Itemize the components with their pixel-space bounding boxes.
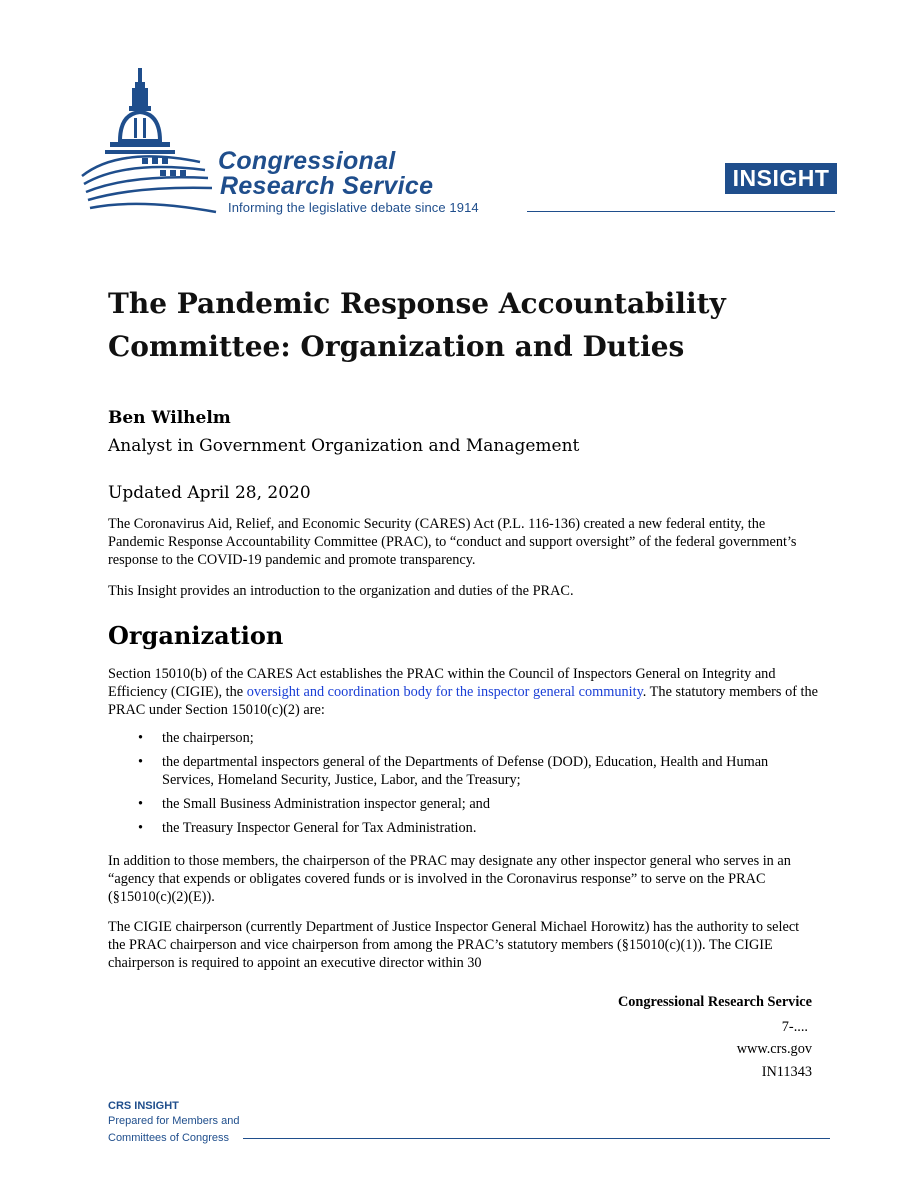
org-name-line2: Research Service <box>220 172 434 200</box>
tagline-rule <box>527 211 835 212</box>
section-paragraph-1 <box>108 665 820 719</box>
footer-org: Congressional Research Service <box>617 994 812 1010</box>
section-text-1a: Section 15010(b) of the CARES Act establishes the PRAC within the Council of Inspectors General on Integrity and Efficiency (CIGIE), the <box>108 666 776 700</box>
bullet-icon: • <box>138 754 144 770</box>
footer-url[interactable]: www.crs.gov <box>736 1041 812 1057</box>
section-paragraph-2 <box>108 852 820 906</box>
prepared-line2: Committees of Congress <box>108 1132 230 1144</box>
page-title-line1: The Pandemic Response Accountability <box>108 287 726 320</box>
bullet-icon: • <box>138 820 144 836</box>
section-text-1b: . The statutory members of the PRAC under Section 15010(c)(2) are: <box>108 684 819 718</box>
intro-paragraph-2 <box>108 582 820 600</box>
list-item <box>108 753 820 789</box>
prepared-line1: Prepared for Members and <box>108 1115 240 1127</box>
org-name-line1: Congressional <box>218 147 396 175</box>
intro-paragraph-1 <box>108 515 820 569</box>
footer-id: IN11343 <box>761 1064 812 1080</box>
crs-insight-label: CRS INSIGHT <box>108 1100 179 1112</box>
list-item-text: the departmental inspectors general of the Departments of Defense (DOD), Education, Health and Human Services, Homeland Security, Justice, Labor, and the Treasury; <box>162 754 769 788</box>
section-text-2: In addition to those members, the chairperson of the PRAC may designate any other inspector general who serves in an “agency that expends or obligates covered funds or is involved in the Coronavirus response” to serve on the PRAC (§15010(c)(2)(E)). <box>108 853 791 905</box>
section-heading: Organization <box>108 621 284 650</box>
list-item-text: the Small Business Administration inspector general; and <box>162 796 490 812</box>
insight-badge: INSIGHT <box>725 163 837 194</box>
intro-text-2: This Insight provides an introduction to the organization and duties of the PRAC. <box>108 583 574 599</box>
page-title-line2: Committee: Organization and Duties <box>108 330 685 363</box>
list-item-text: the chairperson; <box>162 730 254 746</box>
page-title <box>108 282 828 368</box>
list-item <box>108 795 820 813</box>
section-paragraph-3 <box>108 918 820 972</box>
member-list <box>108 729 820 843</box>
org-tagline: Informing the legislative debate since 1914 <box>228 200 479 215</box>
section-text-3: The CIGIE chairperson (currently Department of Justice Inspector General Michael Horowitz) has the authority to select the PRAC chairperson and vice chairperson from among the PRAC’s statutory members (§15010(c)(1)). The CIGIE chairperson is required to appoint an executive director within 30 <box>108 919 800 971</box>
footer-code: 7-.... <box>781 1019 808 1035</box>
intro-text-1: The Coronavirus Aid, Relief, and Economic Security (CARES) Act (P.L. 116-136) created a new federal entity, the Pandemic Response Accountability Committee (PRAC), to “conduct and support oversight” of the federal government’s response to the COVID-19 pandemic and promote transparency. <box>108 516 797 568</box>
footer-rule <box>243 1138 830 1139</box>
cigie-link[interactable]: oversight and coordination body for the inspector general community <box>246 684 643 700</box>
bullet-icon: • <box>138 796 144 812</box>
capitol-dome-icon <box>80 66 220 216</box>
list-item <box>108 729 820 747</box>
list-item <box>108 819 820 837</box>
bullet-icon: • <box>138 730 144 746</box>
author-name: Ben Wilhelm <box>108 408 231 428</box>
updated-date: Updated April 28, 2020 <box>108 483 311 503</box>
list-item-text: the Treasury Inspector General for Tax Administration. <box>162 820 477 836</box>
author-role: Analyst in Government Organization and Management <box>108 436 580 456</box>
